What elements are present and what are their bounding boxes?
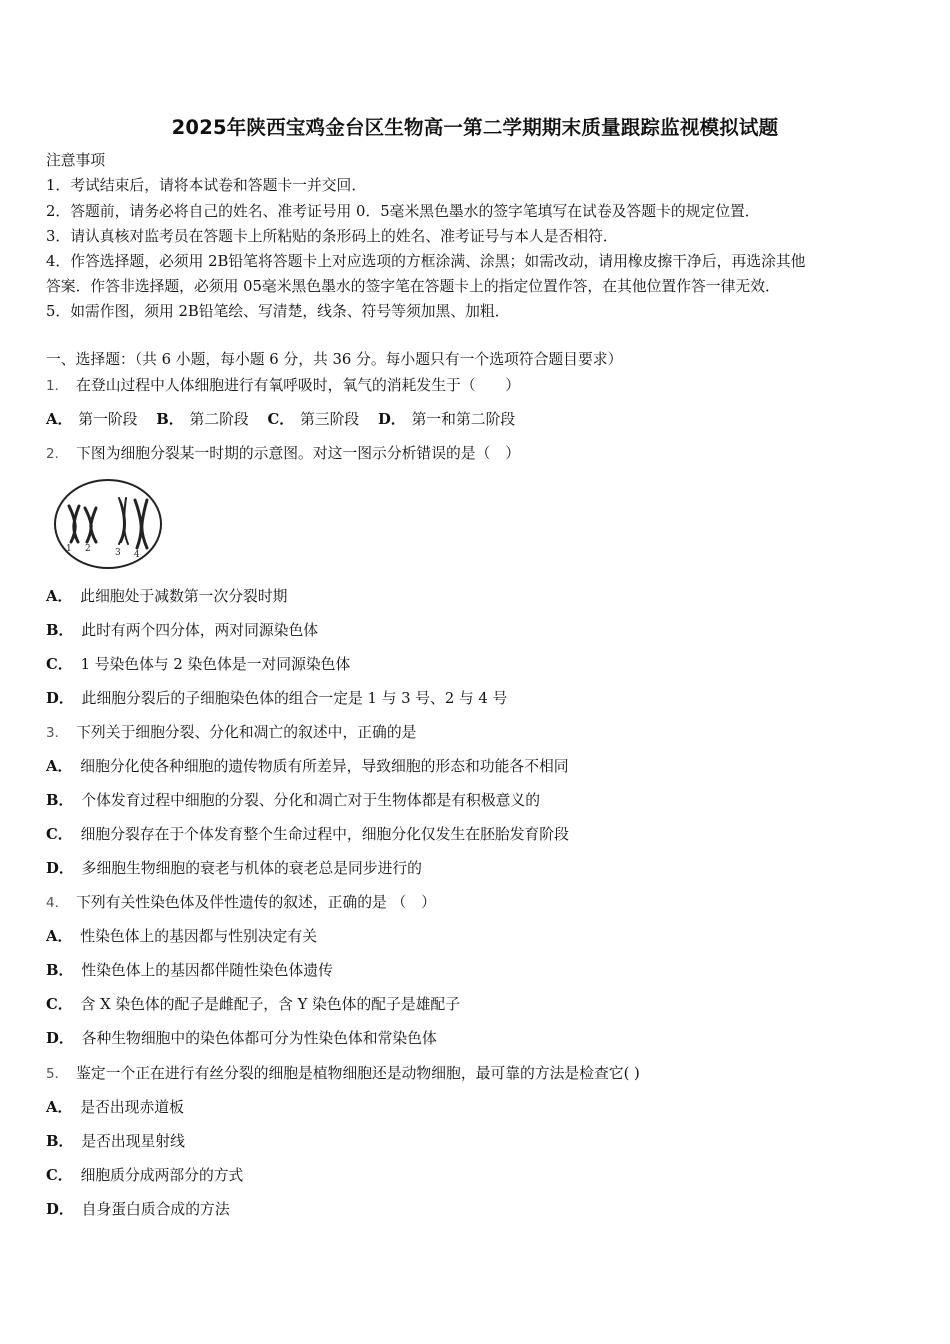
chromosome-4 [135, 500, 147, 548]
cell-division-figure [52, 476, 166, 572]
option-b[interactable]: B． 此时有两个四分体，两对同源染色体 [46, 622, 319, 639]
option-a[interactable]: A． 性染色体上的基因都与性别决定有关 [46, 928, 318, 945]
option-b[interactable]: B． 是否出现星射线 [46, 1133, 185, 1150]
option-c[interactable]: C． 第三阶段 [267, 411, 360, 428]
question-stem: 在登山过程中人体细胞进行有氧呼吸时，氧气的消耗发生于（ ） [76, 377, 521, 394]
option-c[interactable]: C． 细胞分裂存在于个体发育整个生命过程中，细胞分化仅发生在胚胎发育阶段 [46, 826, 569, 843]
option-c[interactable]: C． 细胞质分成两部分的方式 [46, 1167, 244, 1184]
question-number: 2． [46, 446, 69, 462]
question-number: 3． [46, 725, 69, 741]
notice-line: 答案．作答非选择题，必须用 05毫米黑色墨水的签字笔在答题卡上的指定位置作答，在其他位置作答一律无效． [46, 278, 780, 295]
option-c[interactable]: C． 含 X 染色体的配子是雌配子，含 Y 染色体的配子是雄配子 [46, 996, 461, 1013]
option-b[interactable]: B． 性染色体上的基因都伴随性染色体遗传 [46, 962, 333, 979]
figure-label-4: 4 [134, 550, 140, 560]
option-b[interactable]: B． 第二阶段 [156, 411, 249, 428]
notice-line: 1．考试结束后，请将本试卷和答题卡一并交回． [46, 177, 367, 194]
option-d[interactable]: D． 多细胞生物细胞的衰老与机体的衰老总是同步进行的 [46, 860, 422, 877]
figure-label-3: 3 [115, 548, 121, 558]
option-d[interactable]: D． 各种生物细胞中的染色体都可分为性染色体和常染色体 [46, 1030, 437, 1047]
option-d[interactable]: D． 自身蛋白质合成的方法 [46, 1201, 230, 1218]
option-d[interactable]: D． 此细胞分裂后的子细胞染色体的组合一定是 1 与 3 号、2 与 4 号 [46, 690, 508, 707]
option-a[interactable]: A． 细胞分化使各种细胞的遗传物质有所差异，导致细胞的形态和功能各不相同 [46, 758, 569, 775]
option-d[interactable]: D． 第一和第二阶段 [377, 411, 516, 428]
question-2 [46, 444, 520, 464]
figure-label-1: 1 [66, 544, 72, 554]
figure-label-2: 2 [85, 544, 91, 554]
notice-line: 5．如需作图，须用 2B铅笔绘、写清楚，线条、符号等须加黑、加粗． [46, 303, 510, 320]
notice-line: 2．答题前，请务必将自己的姓名、准考证号用 0．5毫米黑色墨水的签字笔填写在试卷及答题卡的规定位置． [46, 203, 760, 220]
option-a[interactable]: A． 第一阶段 [46, 411, 138, 428]
question-stem: 鉴定一个正在进行有丝分裂的细胞是植物细胞还是动物细胞，最可靠的方法是检查它( ) [76, 1065, 640, 1082]
question-number: 4． [46, 895, 69, 911]
chromosome-3 [119, 498, 128, 544]
question-stem: 下列关于细胞分裂、分化和凋亡的叙述中，正确的是 [76, 724, 417, 741]
chromosome-2 [85, 508, 96, 542]
question-3 [46, 723, 416, 743]
question-stem: 下列有关性染色体及伴性遗传的叙述，正确的是 （ ） [76, 894, 436, 911]
question-number: 1． [46, 378, 69, 394]
question-4 [46, 893, 436, 913]
option-a[interactable]: A． 是否出现赤道板 [46, 1099, 184, 1116]
notice-line: 4．作答选择题，必须用 2B铅笔将答题卡上对应选项的方框涂满、涂黑；如需改动，请用橡皮擦干净后，再选涂其他 [46, 253, 806, 270]
option-a[interactable]: A． 此细胞处于减数第一次分裂时期 [46, 588, 288, 605]
question-1 [46, 376, 520, 396]
question-stem: 下图为细胞分裂某一时期的示意图。对这一图示分析错误的是（ ） [76, 445, 521, 462]
chromosome-1 [69, 506, 79, 542]
question-number: 5． [46, 1066, 69, 1082]
section-heading: 一、选择题：（共 6 小题，每小题 6 分，共 36 分。每小题只有一个选项符合题目要求） [46, 351, 623, 368]
question-1-options [46, 410, 529, 430]
notice-line: 3．请认真核对监考员在答题卡上所粘贴的条形码上的姓名、准考证号与本人是否相符． [46, 228, 618, 245]
notice-heading: 注意事项 [46, 152, 106, 169]
question-5 [46, 1064, 640, 1084]
page-title: 2025年陕西宝鸡金台区生物高一第二学期期末质量跟踪监视模拟试题 [171, 116, 779, 139]
option-b[interactable]: B． 个体发育过程中细胞的分裂、分化和凋亡对于生物体都是有积极意义的 [46, 792, 541, 809]
option-c[interactable]: C． 1 号染色体与 2 染色体是一对同源染色体 [46, 656, 351, 673]
